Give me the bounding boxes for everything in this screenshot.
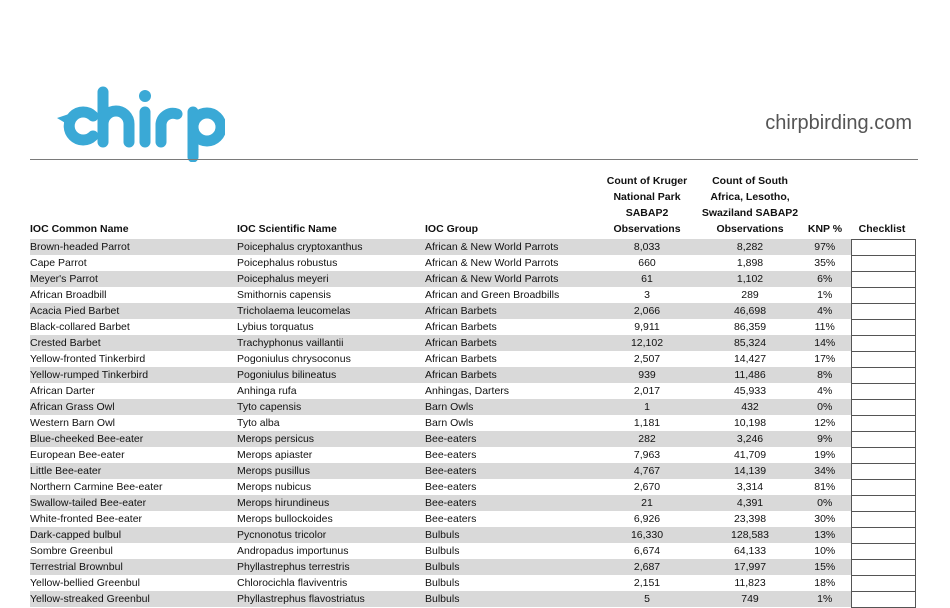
cell-kruger-count: 4,767 [595, 463, 701, 479]
cell-common-name: European Bee-eater [30, 448, 125, 461]
cell-scientific-name: Pogoniulus chrysoconus [237, 352, 351, 365]
header-kruger-line: SABAP2 [625, 207, 669, 219]
cell-common-name: Black-collared Barbet [30, 320, 130, 333]
cell-common-name: Yellow-streaked Greenbul [30, 591, 237, 607]
cell-knp-percent: 34% [801, 463, 851, 479]
table-row [30, 399, 915, 415]
cell-common-name: Dark-capped bulbul [30, 527, 237, 543]
cell-knp-percent: 18% [814, 576, 836, 589]
cell-common-name: Yellow-rumped Tinkerbird [30, 367, 237, 383]
table-row [30, 367, 915, 383]
cell-kruger-count: 6,926 [633, 512, 661, 525]
cell-kruger-count: 6,674 [633, 544, 661, 557]
cell-scientific-name: Merops persicus [237, 431, 425, 447]
cell-kruger-count: 939 [595, 367, 701, 383]
table-row [30, 319, 915, 335]
cell-kruger-count: 61 [595, 271, 701, 287]
cell-sa-count: 41,709 [733, 448, 767, 461]
cell-knp-percent: 8% [801, 367, 851, 383]
cell-group: African and Green Broadbills [425, 288, 560, 301]
cell-knp-percent: 11% [814, 320, 835, 333]
cell-knp-percent: 97% [801, 239, 851, 255]
table-row [30, 463, 915, 479]
cell-group: Barn Owls [425, 416, 474, 429]
site-url[interactable]: chirpbirding.com [765, 112, 912, 134]
checklist-box[interactable] [851, 415, 915, 431]
cell-group: Bee-eaters [425, 463, 595, 479]
checklist-box[interactable] [851, 383, 915, 399]
cell-scientific-name: Poicephalus cryptoxanthus [237, 239, 425, 255]
header-kruger-line: National Park [613, 191, 681, 203]
cell-group: African & New World Parrots [425, 271, 595, 287]
cell-group: African Barbets [425, 335, 595, 351]
header-divider [30, 159, 918, 160]
table-row [30, 495, 915, 511]
cell-knp-percent: 19% [814, 448, 836, 461]
cell-kruger-count: 2,151 [633, 576, 661, 589]
cell-common-name: African Darter [30, 384, 95, 397]
cell-knp-percent: 1% [817, 288, 833, 301]
cell-common-name: White-fronted Bee-eater [30, 512, 143, 525]
cell-knp-percent: 10% [814, 544, 836, 557]
header-kruger-line: Count of Kruger [606, 175, 688, 187]
cell-sa-count: 14,427 [733, 352, 767, 365]
header-sa-line: Africa, Lesotho, [710, 191, 790, 203]
cell-group: African Barbets [425, 352, 497, 365]
cell-scientific-name: Tyto capensis [237, 399, 425, 415]
cell-common-name: Crested Barbet [30, 335, 237, 351]
chirp-logo [55, 82, 225, 160]
checklist-box[interactable] [851, 479, 915, 495]
table-row [30, 255, 915, 271]
cell-scientific-name: Tyto alba [237, 416, 280, 429]
cell-common-name: Yellow-bellied Greenbul [30, 576, 140, 589]
cell-scientific-name: Phyllastrephus terrestris [237, 559, 425, 575]
cell-group: Bulbuls [425, 544, 460, 557]
cell-knp-percent: 35% [814, 256, 836, 269]
cell-group: Bee-eaters [425, 512, 477, 525]
checklist-box[interactable] [851, 495, 915, 511]
cell-knp-percent: 12% [814, 416, 836, 429]
table-row [30, 511, 915, 527]
header-group: IOC Group [425, 223, 479, 235]
cell-group: African Barbets [425, 367, 595, 383]
checklist-box[interactable] [851, 271, 915, 287]
checklist-box[interactable] [851, 287, 915, 303]
cell-kruger-count: 2,017 [633, 384, 661, 397]
table-row [30, 335, 915, 351]
cell-group: Bee-eaters [425, 448, 477, 461]
cell-knp-percent: 15% [801, 559, 851, 575]
cell-sa-count: 8,282 [701, 239, 801, 255]
cell-group: Bulbuls [425, 591, 595, 607]
checklist-box[interactable] [851, 511, 915, 527]
cell-kruger-count: 7,963 [633, 448, 661, 461]
cell-knp-percent: 0% [801, 495, 851, 511]
cell-scientific-name: Anhinga rufa [237, 384, 297, 397]
cell-scientific-name: Andropadus importunus [237, 544, 349, 557]
cell-scientific-name: Pogoniulus bilineatus [237, 367, 425, 383]
cell-knp-percent: 4% [801, 303, 851, 319]
table-row [30, 303, 915, 319]
checklist-box[interactable] [851, 575, 915, 591]
cell-scientific-name: Poicephalus meyeri [237, 271, 425, 287]
cell-sa-count: 4,391 [701, 495, 801, 511]
species-table [30, 173, 916, 608]
cell-scientific-name: Merops hirundineus [237, 495, 425, 511]
cell-scientific-name: Phyllastrephus flavostriatus [237, 591, 425, 607]
cell-common-name: Northern Carmine Bee-eater [30, 480, 163, 493]
cell-kruger-count: 2,507 [633, 352, 661, 365]
cell-sa-count: 3,314 [736, 480, 764, 493]
header-south-africa-count [701, 173, 801, 239]
cell-group: Bulbuls [425, 527, 595, 543]
cell-scientific-name: Trachyphonus vaillantii [237, 335, 425, 351]
chirp-logo-mark [55, 82, 225, 162]
checklist-box[interactable] [851, 319, 915, 335]
cell-scientific-name: Tricholaema leucomelas [237, 303, 425, 319]
table-row [30, 543, 915, 559]
cell-sa-count: 1,898 [736, 256, 764, 269]
checklist-box[interactable] [851, 367, 915, 383]
cell-sa-count: 749 [701, 591, 801, 607]
table-row [30, 575, 915, 591]
cell-knp-percent: 81% [814, 480, 836, 493]
cell-common-name: Acacia Pied Barbet [30, 303, 237, 319]
checklist-box[interactable] [851, 255, 915, 271]
cell-common-name: Swallow-tailed Bee-eater [30, 495, 237, 511]
cell-scientific-name: Pycnonotus tricolor [237, 527, 425, 543]
checklist-box[interactable] [851, 543, 915, 559]
header-sa-line: Count of South [712, 175, 788, 187]
header-kruger-count [595, 173, 701, 239]
cell-sa-count: 1,102 [701, 271, 801, 287]
cell-knp-percent: 30% [814, 512, 836, 525]
cell-common-name: Little Bee-eater [30, 463, 237, 479]
cell-kruger-count: 2,687 [595, 559, 701, 575]
cell-common-name: African Grass Owl [30, 399, 237, 415]
header-scientific-name: IOC Scientific Name [237, 223, 337, 235]
cell-group: Bee-eaters [425, 431, 595, 447]
header-sa-line: Swaziland SABAP2 [701, 207, 799, 219]
checklist-box[interactable] [851, 335, 915, 351]
cell-scientific-name: Smithornis capensis [237, 288, 331, 301]
cell-common-name: Cape Parrot [30, 256, 87, 269]
table-row [30, 527, 915, 543]
cell-common-name: Meyer's Parrot [30, 271, 237, 287]
cell-scientific-name: Poicephalus robustus [237, 256, 338, 269]
cell-scientific-name: Lybius torquatus [237, 320, 314, 333]
cell-knp-percent: 1% [801, 591, 851, 607]
table-row [30, 351, 915, 367]
cell-kruger-count: 2,066 [595, 303, 701, 319]
cell-common-name: Brown-headed Parrot [30, 239, 237, 255]
cell-scientific-name: Chlorocichla flaviventris [237, 576, 348, 589]
cell-knp-percent: 17% [814, 352, 836, 365]
cell-scientific-name: Merops nubicus [237, 480, 312, 493]
cell-knp-percent: 9% [801, 431, 851, 447]
cell-common-name: African Broadbill [30, 288, 107, 301]
checklist-box[interactable] [851, 351, 915, 367]
cell-kruger-count: 5 [595, 591, 701, 607]
checklist-box[interactable] [851, 591, 915, 607]
checklist-box[interactable] [851, 303, 915, 319]
cell-group: Bulbuls [425, 559, 595, 575]
cell-group: African & New World Parrots [425, 256, 559, 269]
cell-sa-count: 64,133 [733, 544, 767, 557]
checklist-box[interactable] [851, 463, 915, 479]
cell-group: Barn Owls [425, 399, 595, 415]
table-row [30, 559, 915, 575]
table-row [30, 271, 915, 287]
cell-scientific-name: Merops apiaster [237, 448, 313, 461]
cell-group: Bulbuls [425, 576, 460, 589]
cell-kruger-count: 8,033 [595, 239, 701, 255]
cell-group: African & New World Parrots [425, 239, 595, 255]
table-header-row [30, 173, 915, 239]
cell-group: Bee-eaters [425, 480, 477, 493]
cell-common-name: Western Barn Owl [30, 416, 115, 429]
cell-scientific-name: Merops bullockoides [237, 512, 333, 525]
cell-sa-count: 46,698 [701, 303, 801, 319]
cell-sa-count: 86,359 [733, 320, 767, 333]
table-row [30, 431, 915, 447]
table-row [30, 447, 915, 463]
cell-common-name: Sombre Greenbul [30, 544, 113, 557]
cell-kruger-count: 3 [644, 288, 650, 301]
cell-sa-count: 10,198 [733, 416, 767, 429]
header-sa-line: Observations [716, 223, 784, 235]
cell-sa-count: 17,997 [701, 559, 801, 575]
cell-sa-count: 11,486 [701, 367, 801, 383]
cell-group: African Barbets [425, 320, 497, 333]
cell-sa-count: 11,823 [734, 576, 766, 589]
table-row [30, 479, 915, 495]
cell-sa-count: 128,583 [701, 527, 801, 543]
cell-sa-count: 14,139 [701, 463, 801, 479]
cell-kruger-count: 282 [595, 431, 701, 447]
table-row [30, 287, 915, 303]
cell-kruger-count: 12,102 [595, 335, 701, 351]
cell-kruger-count: 21 [595, 495, 701, 511]
checklist-box[interactable] [851, 239, 915, 255]
checklist-box[interactable] [851, 431, 915, 447]
cell-kruger-count: 16,330 [595, 527, 701, 543]
table-row [30, 591, 915, 607]
cell-sa-count: 432 [701, 399, 801, 415]
table-row [30, 239, 915, 255]
cell-group: Anhingas, Darters [425, 384, 510, 397]
cell-knp-percent: 14% [801, 335, 851, 351]
cell-sa-count: 85,324 [701, 335, 801, 351]
cell-kruger-count: 1 [595, 399, 701, 415]
cell-knp-percent: 6% [801, 271, 851, 287]
cell-common-name: Blue-cheeked Bee-eater [30, 431, 237, 447]
cell-sa-count: 23,398 [733, 512, 767, 525]
cell-kruger-count: 660 [638, 256, 656, 269]
cell-kruger-count: 9,911 [634, 320, 660, 333]
cell-knp-percent: 4% [817, 384, 833, 397]
table-row [30, 383, 915, 399]
cell-group: African Barbets [425, 303, 595, 319]
cell-scientific-name: Merops pusillus [237, 463, 425, 479]
checklist-box[interactable] [851, 527, 915, 543]
header-knp-percent: KNP % [807, 223, 843, 235]
cell-kruger-count: 2,670 [633, 480, 661, 493]
cell-knp-percent: 0% [801, 399, 851, 415]
header-checklist: Checklist [858, 222, 906, 235]
cell-sa-count: 3,246 [701, 431, 801, 447]
cell-knp-percent: 13% [801, 527, 851, 543]
cell-sa-count: 45,933 [733, 384, 767, 397]
checklist-box[interactable] [851, 559, 915, 575]
header-common-name: IOC Common Name [30, 223, 129, 235]
cell-sa-count: 289 [741, 288, 759, 301]
cell-common-name: Terrestrial Brownbul [30, 559, 237, 575]
cell-common-name: Yellow-fronted Tinkerbird [30, 352, 146, 365]
cell-group: Bee-eaters [425, 495, 595, 511]
table-row [30, 415, 915, 431]
checklist-box[interactable] [851, 399, 915, 415]
header-kruger-line: Observations [613, 223, 681, 235]
cell-kruger-count: 1,181 [633, 416, 661, 429]
checklist-box[interactable] [851, 447, 915, 463]
